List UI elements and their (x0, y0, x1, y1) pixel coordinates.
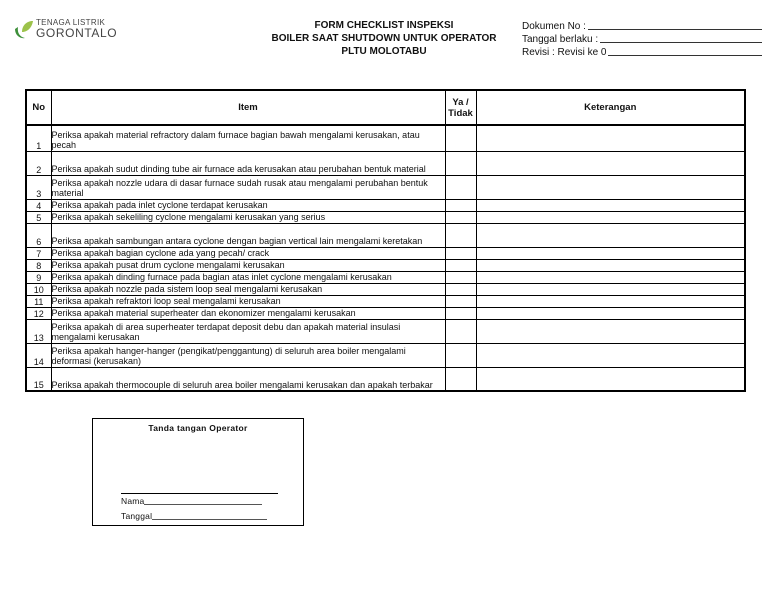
dokumen-label: Dokumen No : (522, 21, 586, 32)
form-title (262, 19, 506, 58)
row-item-text: Periksa apakah di area superheater terdapat deposit debu dan apakah material insulasi mengalami kerusakan (51, 319, 445, 343)
ya-tidak-cell[interactable] (445, 125, 476, 151)
row-number: 12 (26, 307, 51, 319)
ya-tidak-cell[interactable] (445, 307, 476, 319)
ya-tidak-cell[interactable] (445, 343, 476, 367)
table-row (26, 125, 745, 151)
table-row (26, 247, 745, 259)
tanggal-berlaku-blank[interactable] (600, 33, 762, 43)
keterangan-cell[interactable] (476, 307, 745, 319)
table-row (26, 211, 745, 223)
revisi-label: Revisi : Revisi ke 0 (522, 47, 607, 58)
keterangan-cell[interactable] (476, 211, 745, 223)
dokumen-row (522, 20, 762, 33)
table-row (26, 151, 745, 175)
ya-tidak-cell[interactable] (445, 295, 476, 307)
table-row (26, 307, 745, 319)
row-item-text: Periksa apakah sudut dinding tube air furnace ada kerusakan atau perubahan bentuk material (51, 151, 445, 175)
table-row (26, 271, 745, 283)
row-number: 6 (26, 223, 51, 247)
tanggal-label: Tanggal (121, 511, 153, 521)
table-header-row (26, 90, 745, 125)
keterangan-cell[interactable] (476, 247, 745, 259)
keterangan-cell[interactable] (476, 295, 745, 307)
row-item-text: Periksa apakah pada inlet cyclone terdapat kerusakan (51, 199, 445, 211)
row-number: 1 (26, 125, 51, 151)
checklist-table (25, 89, 746, 392)
keterangan-cell[interactable] (476, 199, 745, 211)
ya-tidak-cell[interactable] (445, 259, 476, 271)
ya-tidak-cell[interactable] (445, 283, 476, 295)
table-row (26, 367, 745, 391)
nama-label: Nama (121, 496, 145, 506)
tanggal-blank[interactable] (152, 519, 267, 520)
revisi-blank[interactable] (608, 46, 762, 56)
ya-tidak-cell[interactable] (445, 151, 476, 175)
keterangan-cell[interactable] (476, 151, 745, 175)
document-meta (522, 20, 762, 59)
row-number: 10 (26, 283, 51, 295)
keterangan-cell[interactable] (476, 223, 745, 247)
keterangan-cell[interactable] (476, 319, 745, 343)
table-row (26, 199, 745, 211)
ya-tidak-cell[interactable] (445, 319, 476, 343)
table-row (26, 295, 745, 307)
signature-title: Tanda tangan Operator (148, 423, 248, 433)
header-no: No (26, 90, 51, 125)
row-item-text: Periksa apakah dinding furnace pada bagian atas inlet cyclone mengalami kerusakan (51, 271, 445, 283)
keterangan-cell[interactable] (476, 343, 745, 367)
company-logo (13, 17, 118, 43)
logo-text-line2: GORONTALO (36, 26, 118, 40)
row-number: 15 (26, 367, 51, 391)
dokumen-blank[interactable] (588, 20, 762, 30)
ya-tidak-cell[interactable] (445, 199, 476, 211)
tanggal-field[interactable] (121, 511, 267, 521)
nama-blank[interactable] (144, 504, 262, 505)
keterangan-cell[interactable] (476, 259, 745, 271)
row-number: 11 (26, 295, 51, 307)
header-ya-tidak (445, 90, 476, 125)
ya-tidak-cell[interactable] (445, 211, 476, 223)
ya-tidak-cell[interactable] (445, 367, 476, 391)
checklist-body (26, 125, 745, 391)
keterangan-cell[interactable] (476, 125, 745, 151)
keterangan-cell[interactable] (476, 367, 745, 391)
row-number: 7 (26, 247, 51, 259)
row-item-text: Periksa apakah thermocouple di seluruh area boiler mengalami kerusakan dan apakah terbakar (51, 367, 445, 391)
row-number: 13 (26, 319, 51, 343)
table-row (26, 223, 745, 247)
row-number: 14 (26, 343, 51, 367)
row-item-text: Periksa apakah nozzle udara di dasar furnace sudah rusak atau mengalami perubahan bentuk material (51, 175, 445, 199)
row-item-text: Periksa apakah hanger-hanger (pengikat/penggantung) di seluruh area boiler mengalami deformasi (kerusakan) (51, 343, 445, 367)
header-item: Item (51, 90, 445, 125)
row-number: 8 (26, 259, 51, 271)
title-line-3: PLTU MOLOTABU (341, 46, 427, 57)
row-number: 9 (26, 271, 51, 283)
header-ya: Ya / (452, 96, 469, 108)
title-line-2: BOILER SAAT SHUTDOWN UNTUK OPERATOR (271, 33, 497, 44)
keterangan-cell[interactable] (476, 283, 745, 295)
ya-tidak-cell[interactable] (445, 247, 476, 259)
table-row (26, 175, 745, 199)
row-number: 5 (26, 211, 51, 223)
table-row (26, 283, 745, 295)
ya-tidak-cell[interactable] (445, 223, 476, 247)
row-item-text: Periksa apakah bagian cyclone ada yang pecah/ crack (51, 247, 445, 259)
tanggal-berlaku-label: Tanggal berlaku : (522, 34, 599, 45)
row-item-text: Periksa apakah material refractory dalam furnace bagian bawah mengalami kerusakan, atau pecah (51, 125, 445, 151)
row-number: 4 (26, 199, 51, 211)
ya-tidak-cell[interactable] (445, 175, 476, 199)
logo-text-line1: TENAGA LISTRIK (36, 18, 106, 27)
leaf-logo-icon (13, 20, 35, 40)
revisi-row (522, 46, 762, 59)
keterangan-cell[interactable] (476, 271, 745, 283)
ya-tidak-cell[interactable] (445, 271, 476, 283)
row-item-text: Periksa apakah refraktori loop seal mengalami kerusakan (51, 295, 445, 307)
row-number: 3 (26, 175, 51, 199)
row-item-text: Periksa apakah sambungan antara cyclone dengan bagian vertical lain mengalami keretakan (51, 223, 445, 247)
header-tidak: Tidak (448, 107, 473, 119)
table-row (26, 343, 745, 367)
row-item-text: Periksa apakah sekeliling cyclone mengalami kerusakan yang serius (51, 211, 445, 223)
signature-line[interactable] (121, 493, 278, 494)
table-row (26, 319, 745, 343)
signature-box (92, 418, 304, 526)
row-item-text: Periksa apakah material superheater dan ekonomizer mengalami kerusakan (51, 307, 445, 319)
row-item-text: Periksa apakah pusat drum cyclone mengalami kerusakan (51, 259, 445, 271)
nama-field[interactable] (121, 496, 262, 506)
tanggal-berlaku-row (522, 33, 762, 46)
table-row (26, 259, 745, 271)
title-line-1: FORM CHECKLIST INSPEKSI (314, 20, 454, 31)
row-number: 2 (26, 151, 51, 175)
keterangan-cell[interactable] (476, 175, 745, 199)
row-item-text: Periksa apakah nozzle pada sistem loop seal mengalami kerusakan (51, 283, 445, 295)
header-keterangan: Keterangan (476, 90, 745, 125)
